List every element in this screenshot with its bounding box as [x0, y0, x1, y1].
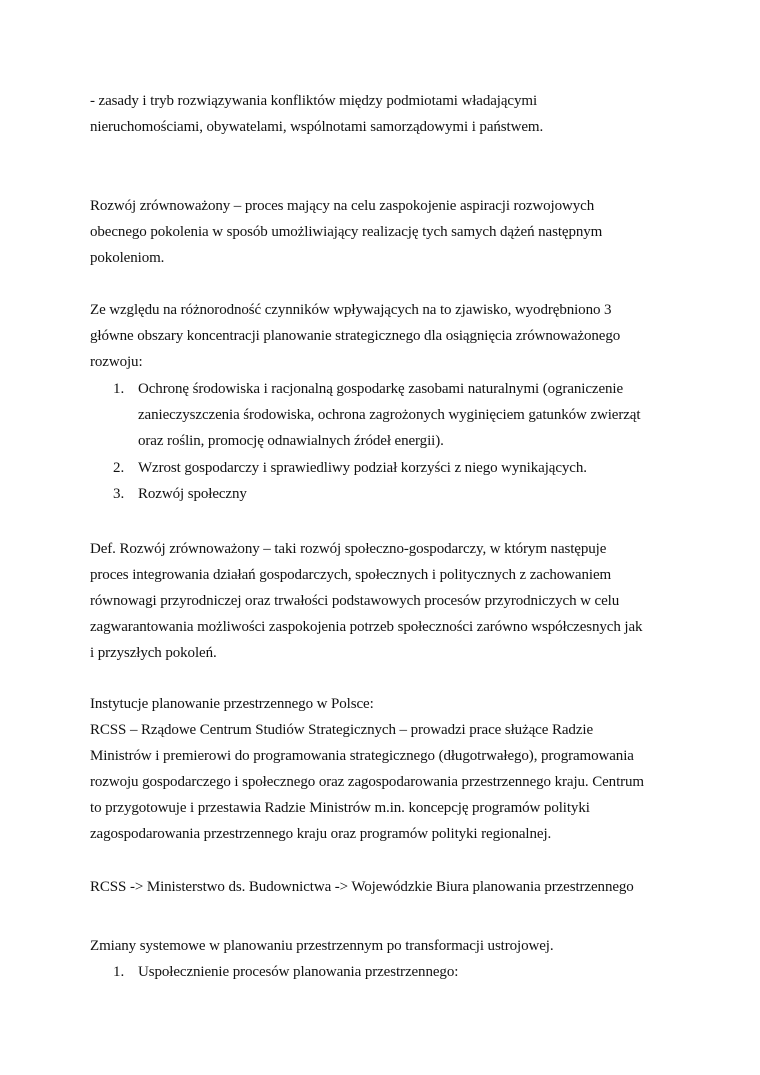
paragraph-line: Ze względu na różnorodność czynników wpływających na to zjawisko, wyodrębniono 3: [90, 302, 612, 318]
list-item-line: Ochronę środowiska i racjonalną gospodarkę zasobami naturalnymi (ograniczenie: [138, 381, 624, 397]
paragraph-line: Instytucje planowanie przestrzennego w Polsce:: [90, 696, 374, 712]
paragraph-line: proces integrowania działań gospodarczych, społecznych i politycznych z zachowaniem: [90, 567, 612, 583]
paragraph-line: równowagi przyrodniczej oraz trwałości podstawowych procesów przyrodniczych w celu: [90, 593, 620, 609]
paragraph-line: - zasady i tryb rozwiązywania konfliktów między podmiotami władającymi: [90, 93, 538, 109]
list-item-number: 3.: [113, 486, 125, 502]
paragraph-line: Def. Rozwój zrównoważony – taki rozwój społeczno-gospodarczy, w którym następuje: [90, 541, 607, 557]
paragraph-line: nieruchomościami, obywatelami, wspólnotami samorządowymi i państwem.: [90, 119, 544, 135]
list-item-line: Uspołecznienie procesów planowania przestrzennego:: [138, 964, 459, 980]
list-item-number: 1.: [113, 964, 125, 980]
list-item-number: 2.: [113, 460, 125, 476]
paragraph-line: zagospodarowania przestrzennego kraju oraz programów polityki regionalnej.: [90, 826, 552, 842]
paragraph-line: pokoleniom.: [90, 250, 165, 266]
paragraph-line: i przyszłych pokoleń.: [90, 645, 217, 661]
paragraph-line: RCSS – Rządowe Centrum Studiów Strategicznych – prowadzi prace służące Radzie: [90, 722, 593, 738]
paragraph-line: rozwoju:: [90, 354, 143, 370]
paragraph-line: RCSS -> Ministerstwo ds. Budownictwa -> Wojewódzkie Biura planowania przestrzennego: [90, 879, 634, 895]
paragraph-line: Rozwój zrównoważony – proces mający na celu zaspokojenie aspiracji rozwojowych: [90, 198, 595, 214]
paragraph-line: to przygotowuje i przestawia Radzie Ministrów m.in. koncepcję programów polityki: [90, 800, 590, 816]
paragraph-line: Zmiany systemowe w planowaniu przestrzennym po transformacji ustrojowej.: [90, 938, 554, 954]
list-item-line: oraz roślin, promocję odnawialnych źródeł energii).: [138, 433, 444, 449]
paragraph-line: rozwoju gospodarczego i społecznego oraz zagospodarowania przestrzennego kraju. Centrum: [90, 774, 644, 790]
paragraph-line: główne obszary koncentracji planowanie strategicznego dla osiągnięcia zrównoważonego: [90, 328, 621, 344]
list-item-line: zanieczyszczenia środowiska, ochrona zagrożonych wyginięciem gatunków zwierząt: [138, 407, 641, 423]
list-item-line: Wzrost gospodarczy i sprawiedliwy podział korzyści z niego wynikających.: [138, 460, 587, 476]
list-item-line: Rozwój społeczny: [138, 486, 247, 502]
paragraph-line: zagwarantowania możliwości zaspokojenia potrzeb społeczności zarówno współczesnych jak: [90, 619, 643, 635]
list-item-number: 1.: [113, 381, 125, 397]
paragraph-line: obecnego pokolenia w sposób umożliwiający realizację tych samych dążeń następnym: [90, 224, 603, 240]
paragraph-line: Ministrów i premierowi do programowania strategicznego (długotrwałego), programowania: [90, 748, 634, 764]
